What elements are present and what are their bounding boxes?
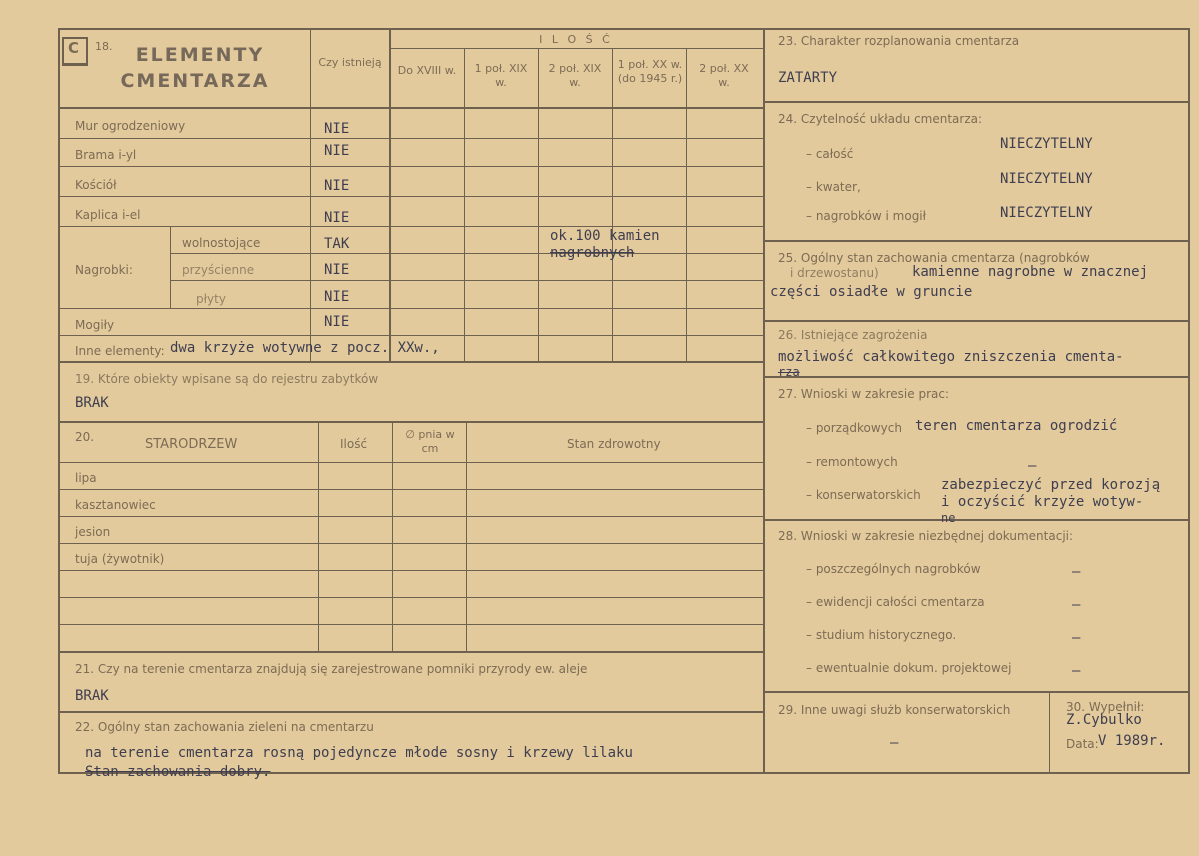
tree-row-line bbox=[58, 516, 763, 517]
row-label-nagrobki: Nagrobki: bbox=[75, 263, 133, 277]
section-line bbox=[763, 519, 1190, 521]
section19-label: 19. Które obiekty wpisane są do rejestru zabytków bbox=[75, 372, 379, 386]
title-line1: ELEMENTY bbox=[135, 44, 265, 66]
row-line bbox=[58, 138, 763, 139]
tree-col-line bbox=[392, 421, 393, 651]
col-line bbox=[612, 48, 613, 361]
tree-row-line bbox=[58, 489, 763, 490]
section25-value-line1: kamienne nagrobne w znacznej bbox=[912, 264, 1149, 280]
section22-label: 22. Ogólny stan zachowania zieleni na cmentarzu bbox=[75, 720, 374, 734]
section28-item-value: – bbox=[1072, 597, 1081, 613]
tree-name: kasztanowiec bbox=[75, 498, 156, 512]
section28-item-value: – bbox=[1072, 564, 1081, 580]
row-value-kaplica: NIE bbox=[324, 210, 350, 226]
section-line bbox=[763, 691, 1190, 693]
section20-title: STARODRZEW bbox=[145, 437, 238, 452]
section23-label: 23. Charakter rozplanowania cmentarza bbox=[778, 34, 1020, 48]
row-value-kosciol: NIE bbox=[324, 178, 350, 194]
section-line bbox=[763, 101, 1190, 103]
section20-col-pnia: ∅ pnia w cm bbox=[405, 428, 455, 455]
header-col-2pol-xix: 2 poł. XIX w. bbox=[548, 62, 602, 89]
header-col-do-xviii: Do XVIII w. bbox=[397, 64, 457, 77]
section25-label-line2: i drzewostanu) bbox=[790, 266, 879, 280]
section27-konserwatorskich-label: – konserwatorskich bbox=[806, 488, 921, 502]
frame-left bbox=[58, 28, 60, 774]
section24-kwater-value: NIECZYTELNY bbox=[1000, 171, 1093, 187]
header-ilosc: I L O Ś Ć bbox=[539, 33, 613, 46]
row-value-plyty: NIE bbox=[324, 289, 350, 305]
section20-number: 20. bbox=[75, 430, 95, 444]
section-line bbox=[58, 421, 763, 423]
header-col-1pol-xix: 1 poł. XIX w. bbox=[474, 62, 528, 89]
section28-item-label: – studium historycznego. bbox=[806, 628, 957, 642]
header-bottom bbox=[58, 107, 763, 109]
section30-date-value: V 1989r. bbox=[1098, 733, 1166, 749]
section27-label: 27. Wnioski w zakresie prac: bbox=[778, 387, 950, 401]
frame-top bbox=[58, 28, 1190, 30]
section21-value: BRAK bbox=[75, 688, 109, 704]
nagrobki-count-line1: ok.100 kamien bbox=[550, 228, 660, 244]
section-line bbox=[763, 320, 1190, 322]
col-line bbox=[464, 48, 465, 361]
section28-item-label: – poszczególnych nagrobków bbox=[806, 562, 981, 576]
section-number: 18. bbox=[95, 40, 113, 53]
nagrobki-count-line2: nagrobnych bbox=[550, 245, 635, 261]
section-line bbox=[763, 240, 1190, 242]
col-line bbox=[538, 48, 539, 361]
tree-name: jesion bbox=[75, 525, 111, 539]
tree-row-line bbox=[58, 462, 763, 463]
col-line bbox=[1049, 691, 1050, 772]
section25-value-line2: części osiadłe w gruncie bbox=[770, 284, 973, 300]
row-label-mur: Mur ogrodzeniowy bbox=[75, 119, 186, 133]
tree-row-line bbox=[58, 570, 763, 571]
section24-nagrobkow-label: – nagrobków i mogił bbox=[806, 209, 927, 223]
row-value-mogily: NIE bbox=[324, 314, 350, 330]
section26-label: 26. Istniejące zagrożenia bbox=[778, 328, 928, 342]
section24-calosc-value: NIECZYTELNY bbox=[1000, 136, 1093, 152]
row-value-przyscienne: NIE bbox=[324, 262, 350, 278]
tree-row-line bbox=[58, 543, 763, 544]
row-value-brama: NIE bbox=[324, 143, 350, 159]
section26-value-line2: rza bbox=[778, 365, 800, 379]
section30-label: 30. Wypełnił: bbox=[1066, 700, 1145, 714]
col-line bbox=[686, 48, 687, 361]
section22-value-line1: na terenie cmentarza rosną pojedyncze młode sosny i krzewy lilaku bbox=[85, 745, 633, 761]
section-line bbox=[763, 376, 1190, 378]
col-line bbox=[170, 226, 171, 308]
section20-col-stan: Stan zdrowotny bbox=[567, 437, 661, 451]
row-line bbox=[58, 166, 763, 167]
row-line bbox=[170, 280, 763, 281]
row-line bbox=[170, 253, 763, 254]
row-line bbox=[58, 335, 763, 336]
section-letter: C bbox=[68, 39, 80, 57]
row-label-kosciol: Kościół bbox=[75, 178, 117, 192]
section27-porzadkowych-value: teren cmentarza ogrodzić bbox=[915, 418, 1118, 434]
tree-row-line bbox=[58, 597, 763, 598]
section21-label: 21. Czy na terenie cmentarza znajdują się zarejestrowane pomniki przyrody ew. aleje bbox=[75, 662, 588, 676]
section24-kwater-label: – kwater, bbox=[806, 180, 861, 194]
header-col-2pol-xx: 2 poł. XX w. bbox=[699, 62, 749, 89]
header-czy-istnieja: Czy istnieją bbox=[318, 56, 382, 69]
header-col-1pol-xx: 1 poł. XX w. (do 1945 r.) bbox=[617, 58, 683, 85]
row-value-inne: dwa krzyże wotywne z pocz. XXw., bbox=[170, 340, 440, 356]
section24-label: 24. Czytelność układu cmentarza: bbox=[778, 112, 983, 126]
section27-remontowych-value: – bbox=[1028, 458, 1037, 474]
section24-calosc-label: – całość bbox=[806, 147, 854, 161]
section20-col-ilosc: Ilość bbox=[340, 437, 368, 451]
frame-right bbox=[1188, 28, 1190, 774]
row-label-plyty: płyty bbox=[196, 292, 226, 306]
section27-remontowych-label: – remontowych bbox=[806, 455, 898, 469]
section27-konserwatorskich-value-line1: zabezpieczyć przed korozją bbox=[941, 477, 1161, 493]
row-label-brama: Brama i-yl bbox=[75, 148, 137, 162]
section28-label: 28. Wnioski w zakresie niezbędnej dokumentacji: bbox=[778, 529, 1074, 543]
section28-item-value: – bbox=[1072, 663, 1081, 679]
section26-value-line1: możliwość całkowitego zniszczenia cmenta- bbox=[778, 349, 1124, 365]
tree-col-line bbox=[318, 421, 319, 651]
section-line bbox=[58, 711, 763, 713]
section27-porzadkowych-label: – porządkowych bbox=[806, 421, 902, 435]
section27-konserwatorskich-value-line3: ne bbox=[941, 511, 956, 525]
col-line bbox=[310, 28, 311, 361]
section28-item-label: – ewidencji całości cmentarza bbox=[806, 595, 985, 609]
section28-item-label: – ewentualnie dokum. projektowej bbox=[806, 661, 1012, 675]
section28-item-value: – bbox=[1072, 630, 1081, 646]
section30-date-label: Data: bbox=[1066, 737, 1099, 751]
row-line bbox=[58, 226, 763, 227]
ilosc-underline bbox=[389, 48, 763, 49]
section24-nagrobkow-value: NIECZYTELNY bbox=[1000, 205, 1093, 221]
section29-value: – bbox=[890, 735, 899, 751]
title-line2: CMENTARZA bbox=[120, 70, 270, 92]
row-label-mogily: Mogiły bbox=[75, 318, 115, 332]
row-label-inne: Inne elementy: bbox=[75, 344, 165, 358]
tree-col-line bbox=[466, 421, 467, 651]
row-label-przyscienne: przyścienne bbox=[182, 263, 255, 277]
section19-value: BRAK bbox=[75, 395, 109, 411]
section22-value-line2: Stan zachowania dobry. bbox=[85, 764, 271, 780]
section23-value: ZATARTY bbox=[778, 70, 838, 86]
col-line bbox=[389, 28, 391, 361]
section25-label-line1: 25. Ogólny stan zachowania cmentarza (nagrobków bbox=[778, 251, 1090, 265]
row-line bbox=[58, 308, 763, 309]
tree-name: tuja (żywotnik) bbox=[75, 552, 165, 566]
tree-name: lipa bbox=[75, 471, 97, 485]
section29-label: 29. Inne uwagi służb konserwatorskich bbox=[778, 703, 1011, 717]
row-line bbox=[58, 196, 763, 197]
row-value-wolnostojace: TAK bbox=[324, 236, 350, 252]
row-label-wolnostojace: wolnostojące bbox=[182, 236, 261, 250]
section-line bbox=[58, 361, 763, 363]
tree-row-line bbox=[58, 624, 763, 625]
section-line bbox=[58, 651, 763, 653]
section30-name: Z.Cybulko bbox=[1066, 712, 1142, 728]
row-label-kaplica: Kaplica i-el bbox=[75, 208, 141, 222]
center-divider bbox=[763, 28, 765, 774]
section27-konserwatorskich-value-line2: i oczyścić krzyże wotyw- bbox=[941, 494, 1144, 510]
row-value-mur: NIE bbox=[324, 121, 350, 137]
